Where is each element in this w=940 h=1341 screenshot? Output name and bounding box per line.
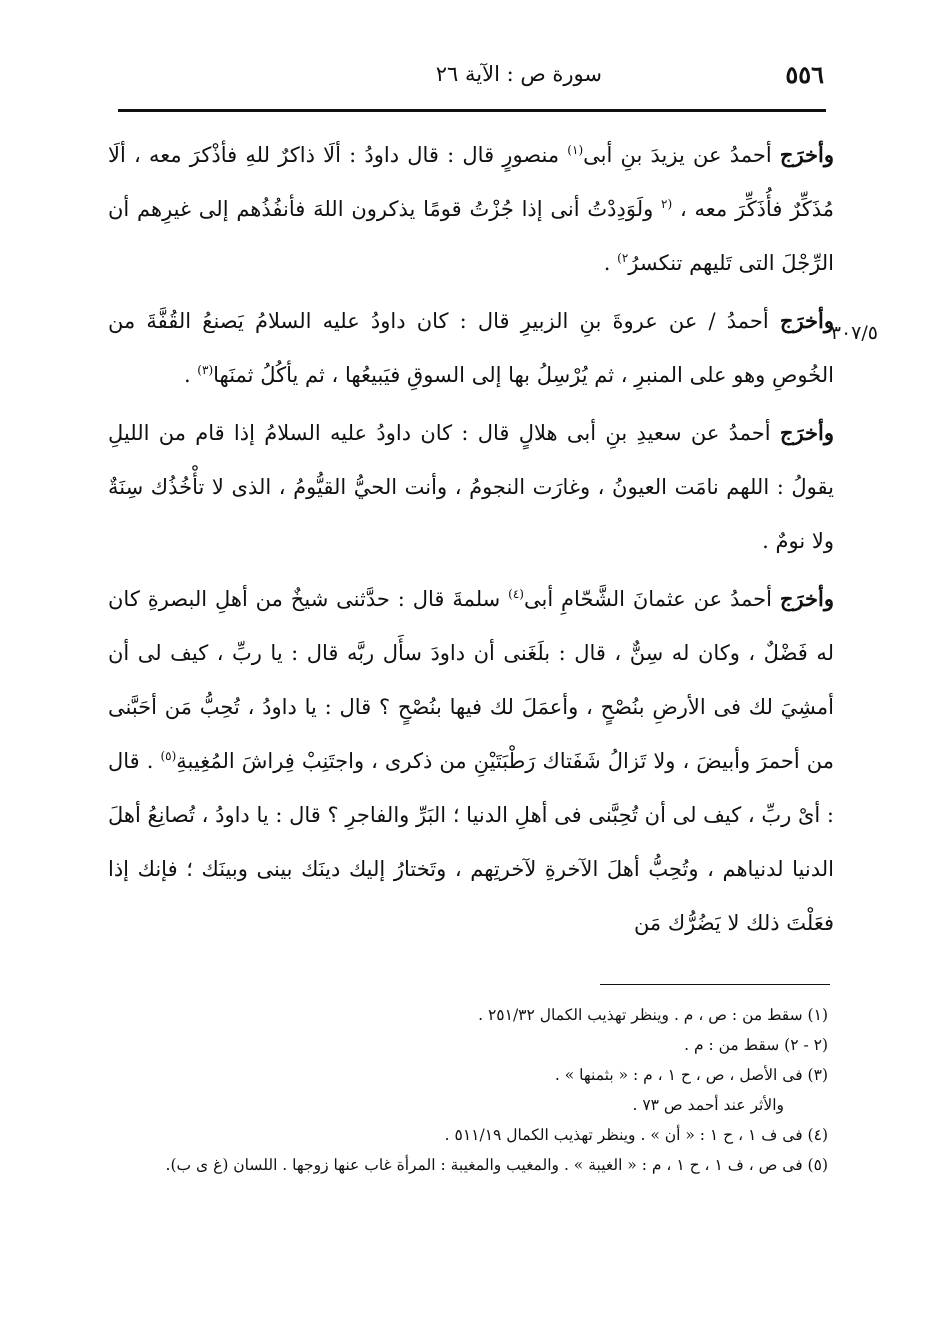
paragraph-3 [108, 406, 834, 568]
footnote-ref: (٣) [197, 363, 214, 377]
paragraph-text: . [183, 363, 198, 387]
footnote-3-continuation: والأثر عند أحمد ص ٧٣ . [632, 1096, 784, 1114]
paragraph-2 [108, 294, 834, 402]
paragraph-text: أحمدُ / عن عروةَ بنِ الزبيرِ قال : كان داودُ عليه السلامُ يَصنعُ القُفَّةَ من الخُوصِ وهو على المنبرِ ، ثم يُرْسِلُ بها إلى السوقِ فيَبيعُها ، ثم يأكُلُ ثمنَها [108, 309, 834, 387]
paragraph-text: . [603, 251, 618, 275]
paragraph-text: . قال : أىْ ربِّ ، كيف لى أن تُحِبَّنى فى أهلِ الدنيا ؛ البَرِّ والفاجرِ ؟ قال : يا داودُ ، تُصانِعُ أهلَ الدنيا لدنياهم ، وتُحِبُّ أهلَ الآخرةِ لآخرتِهم ، وتَختارُ إليك دينَك بينى وبينَك ؛ فإنك إذا فعَلْتَ ذلك لا يَضُرُّك مَن [108, 749, 834, 935]
footnote-ref: (٢ [661, 197, 673, 211]
footnote-ref: (٤) [508, 587, 524, 601]
page-header [118, 58, 824, 98]
running-title: سورة ص : الآية ٢٦ [435, 62, 602, 86]
paragraph-lead: وأخرَج [779, 420, 834, 445]
footnote-ref: ٢) [617, 251, 629, 265]
footnote-4: (٤) فى ف ١ ، ح ١ : « أن » . وينظر تهذيب الكمال ٥١١/١٩ . [444, 1126, 828, 1144]
paragraph-lead: وأخرَج [779, 586, 834, 611]
paragraph-text: سلمةَ قال : حدَّثنى شيخٌ من أهلِ البصرةِ كان له فَضْلٌ ، وكان له سِنٌّ ، قال : بلَغَنى أن داودَ سأَل ربَّه قال : يا ربِّ ، كيف لى أن أمشِيَ لك فى الأرضِ بنُصْحٍ ، وأعمَلَ لك فيها بنُصْحٍ ؟ قال : يا داودُ ، تُحِبُّ مَن أحَبَّنى من أحمرَ وأبيضَ ، ولا تَزالُ شَفَتاك رَطْبَتَيْنِ من ذكرى ، واجتَنِبْ فِراشَ المُغِيبةِ [108, 587, 834, 773]
margin-volume-page-ref: ٣٠٧/٥ [830, 322, 878, 344]
footnotes [118, 1000, 828, 1180]
paragraph-lead: وأخرَج [779, 308, 834, 333]
footnote-2: (٢ - ٢) سقط من : م . [684, 1036, 828, 1054]
paragraph-text: أحمدُ عن يزيدَ بنِ أبى [583, 143, 780, 167]
main-text [108, 128, 834, 954]
paragraph-lead: وأخرَج [779, 142, 835, 167]
paragraph-text: ولَوَدِدْتُ أنى إذا جُزْتُ قومًا يذكرون اللهَ فأنفُذُهم إلى غيرِهم أن الرِّجْلَ التى تَليهم تنكسرُ [108, 197, 834, 275]
page-number: ٥٥٦ [785, 60, 824, 89]
paragraph-text: منصورٍ قال : قال داودُ : ألَا ذاكرٌ للهِ فأذْكرَ معه ، ألَا مُذَكِّرٌ فأُذَكِّرَ معه ، [108, 143, 835, 221]
footnote-1: (١) سقط من : ص ، م . وينظر تهذيب الكمال ٢٥١/٣٢ . [478, 1006, 828, 1024]
paragraph-text: أحمدُ عن سعيدِ بنِ أبى هلالٍ قال : كان داودُ عليه السلامُ إذا قام من الليلِ يقولُ : اللهم نامَت العيونُ ، وغارَت النجومُ ، وأنت الحيُّ القيُّومُ ، الذى لا تأْخُذُك سِنَةٌ ولا نومٌ . [108, 421, 834, 553]
footnote-ref: (١) [567, 143, 584, 157]
paragraph-4 [108, 572, 834, 950]
footnote-rule [600, 984, 830, 985]
paragraph-1 [108, 128, 834, 290]
paragraph-text: أحمدُ عن عثمانَ الشَّحّامِ أبى [523, 587, 780, 611]
footnote-5: (٥) فى ص ، ف ١ ، ح ١ ، م : « الغيبة » . والمغيب والمغيبة : المرأة غاب عنها زوجها . اللسان (غ ى ب). [165, 1156, 828, 1174]
footnote-3: (٣) فى الأصل ، ص ، ح ١ ، م : « بثمنها » . [554, 1066, 828, 1084]
header-rule [118, 109, 826, 112]
footnote-ref: (٥) [160, 749, 177, 763]
